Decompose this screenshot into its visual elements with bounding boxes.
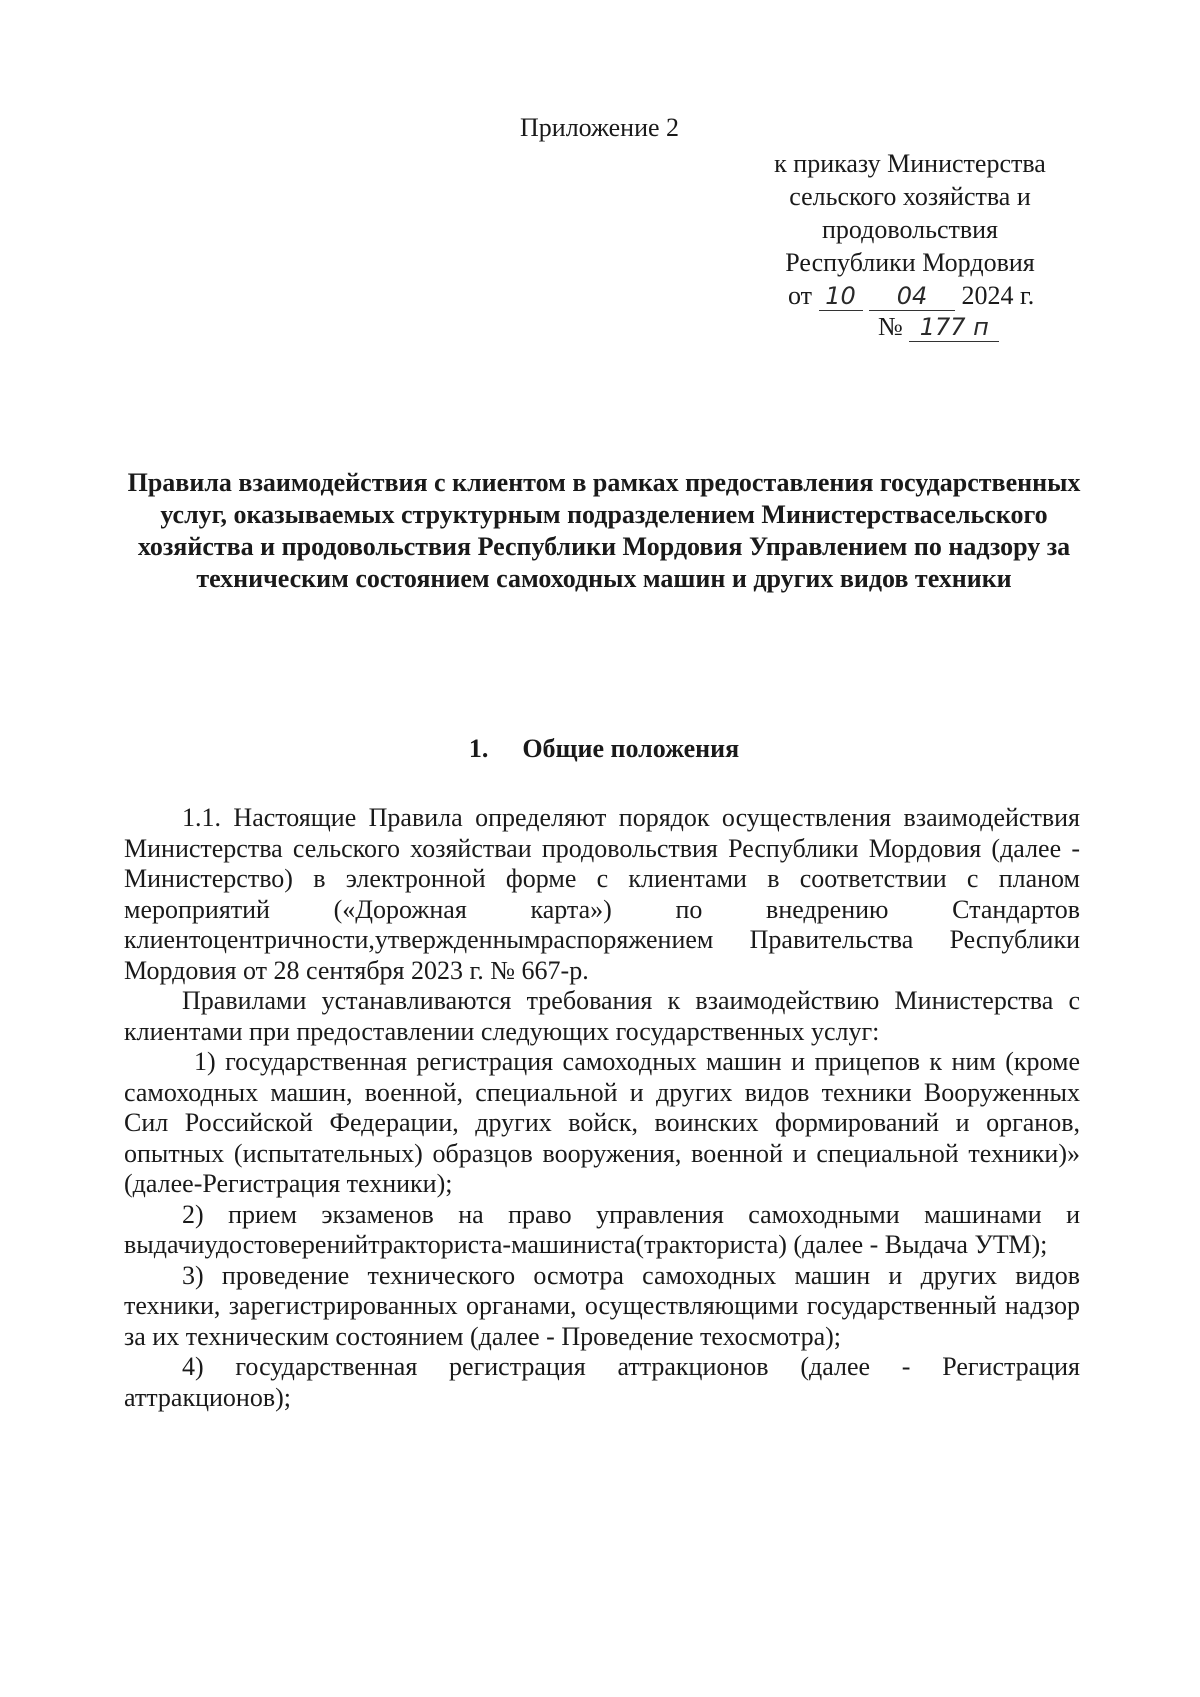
order-date xyxy=(788,279,1034,312)
section-number: 1. xyxy=(468,734,489,763)
document-title: Правила взаимодействия с клиентом в рамках предоставления государственных услуг, оказываемых структурным подразделением Министерствасельского хозяйства и продовольствия Республики Мордовия Управлением по надзору за техническим состоянием самоходных машин и других видов техники xyxy=(127,468,1081,593)
list-item: 3) проведение технического осмотра самоходных машин и других видов техники, зарегистрированных органами, осуществляющими государственный надзор за их техническим состоянием (далее - Проведение техосмотра); xyxy=(124,1260,1080,1351)
date-year: 2024 г. xyxy=(961,281,1035,310)
attachment-title: Приложение 2 xyxy=(520,113,680,142)
list-item: 2) прием экзаменов на право управления самоходными машинами и выдачиудостоверенийтракториста-машиниста(тракториста) (далее - Выдача УТМ); xyxy=(124,1199,1080,1259)
order-reference-line: Республики Мордовия xyxy=(785,248,1035,277)
paragraph: Правилами устанавливаются требования к взаимодействию Министерства с клиентами при предоставлении следующих государственных услуг: xyxy=(124,986,1080,1046)
document-body xyxy=(124,803,1080,1413)
handwritten-number: 177 п xyxy=(909,313,999,342)
order-reference-line: к приказу Министерства xyxy=(774,149,1046,178)
list-item: 4) государственная регистрация аттракционов (далее - Регистрация аттракционов); xyxy=(124,1352,1080,1412)
list-item: 1) государственная регистрация самоходных машин и прицепов к ним (кроме самоходных машин, военной, специальной и других видов техники Вооруженных Сил Российской Федерации, других войск, воинских формирований и органов, опытных (испытательных) образцов вооружения, военной и специальной техники)» (далее-Регистрация техники); xyxy=(124,1047,1080,1198)
order-number xyxy=(878,310,999,343)
order-reference xyxy=(740,147,1080,279)
paragraph: 1.1. Настоящие Правила определяют порядок осуществления взаимодействия Министерства сельского хозяйстваи продовольствия Республики Мордовия (далее - Министерство) в электронной форме с клиентами в соответствии с планом мероприятий («Дорожная карта») по внедрению Стандартов клиентоцентричности,утвержденнымраспоряжением Правительства Республики Мордовия от 28 сентября 2023 г. № 667-р. xyxy=(124,803,1080,985)
date-prefix: от xyxy=(788,281,813,310)
handwritten-month: 04 xyxy=(869,282,955,311)
section-title: Общие положения xyxy=(522,734,740,763)
number-sign: № xyxy=(878,312,903,341)
order-reference-line: продовольствия xyxy=(821,215,999,244)
handwritten-day: 10 xyxy=(819,282,863,311)
section-heading xyxy=(120,733,1088,765)
order-reference-line: сельского хозяйства и xyxy=(789,182,1031,211)
